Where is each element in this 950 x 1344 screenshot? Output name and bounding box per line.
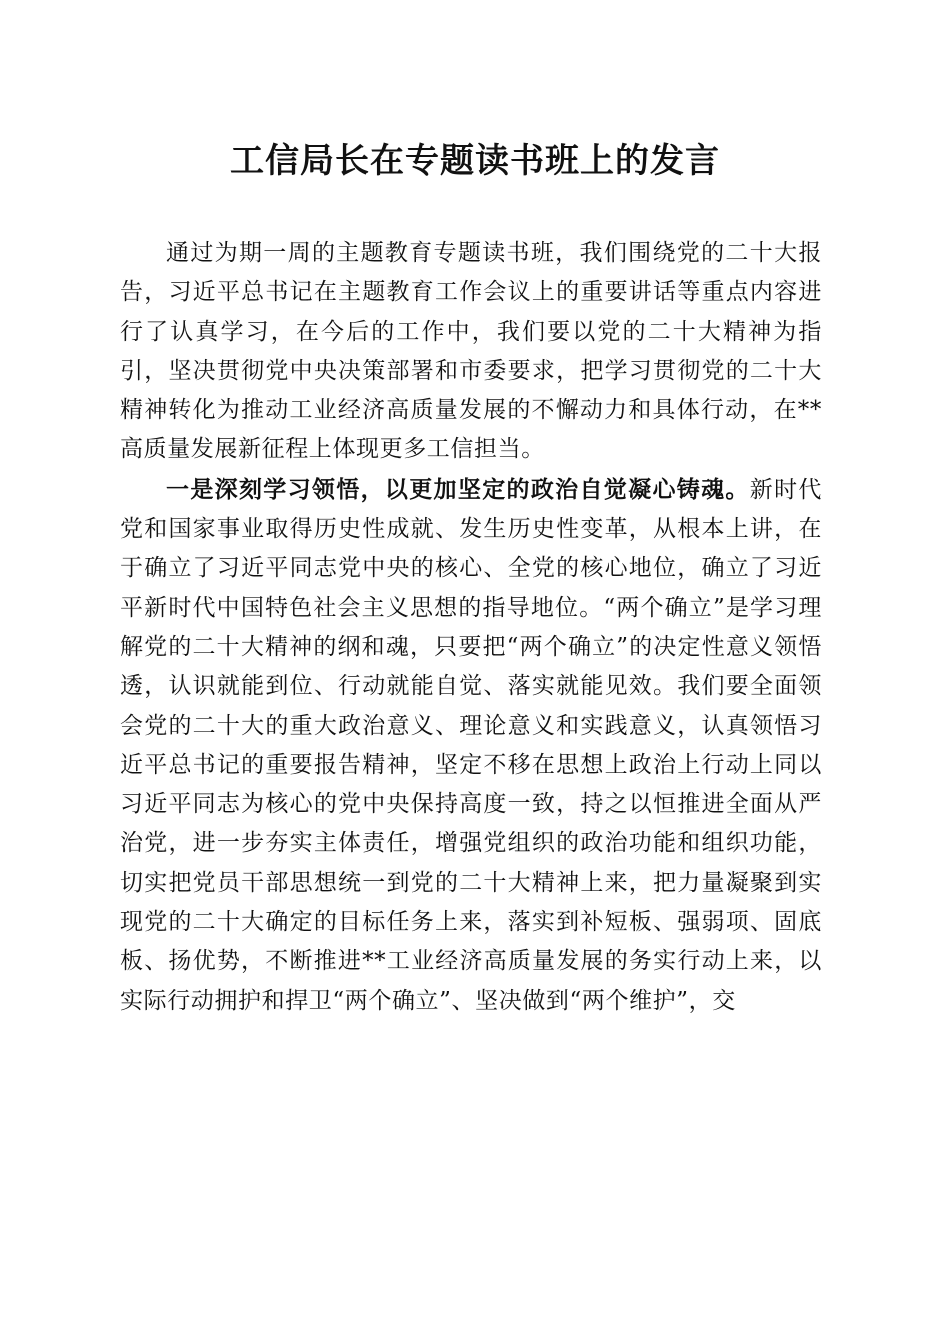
document-title: 工信局长在专题读书班上的发言 — [230, 141, 720, 181]
paragraph-point-one-text: 新时代党和国家事业取得历史性成就、发生历史性变革，从根本上讲，在于确立了习近平同志党中央的核心、全党的核心地位，确立了习近平新时代中国特色社会主义思想的指导地位。“两个确立”是学习理解党的二十大精神的纲和魂，只要把“两个确立”的决定性意义领悟透，认识就能到位、行动就能自觉、落实就能见效。我们要全面领会党的二十大的重大政治意义、理论意义和实践意义，认真领悟习近平总书记的重要报告精神，坚定不移在思想上政治上行动上同以习近平同志为核心的党中央保持高度一致，持之以恒推进全面从严治党，进一步夯实主体责任，增强党组织的政治功能和组织功能，切实把党员干部思想统一到党的二十大精神上来，把力量凝聚到实现党的二十大确定的目标任务上来，落实到补短板、强弱项、固底板、扬优势，不断推进**工业经济高质量发展的务实行动上来，以实际行动拥护和捍卫“两个确立”、坚决做到“两个维护”，交 — [120, 476, 822, 1014]
paragraph-point-one-heading: 一是深刻学习领悟，以更加坚定的政治自觉凝心铸魂。 — [166, 475, 750, 503]
document-body — [120, 234, 822, 1021]
paragraph-intro-text: 通过为期一周的主题教育专题读书班，我们围绕党的二十大报告，习近平总书记在主题教育工作会议上的重要讲话等重点内容进行了认真学习，在今后的工作中，我们要以党的二十大精神为指引，坚决贯彻党中央决策部署和市委要求，把学习贯彻党的二十大精神转化为推动工业经济高质量发展的不懈动力和具体行动，在**高质量发展新征程上体现更多工信担当。 — [120, 240, 822, 463]
paragraph-point-one — [120, 470, 822, 1021]
paragraph-intro — [120, 234, 822, 470]
